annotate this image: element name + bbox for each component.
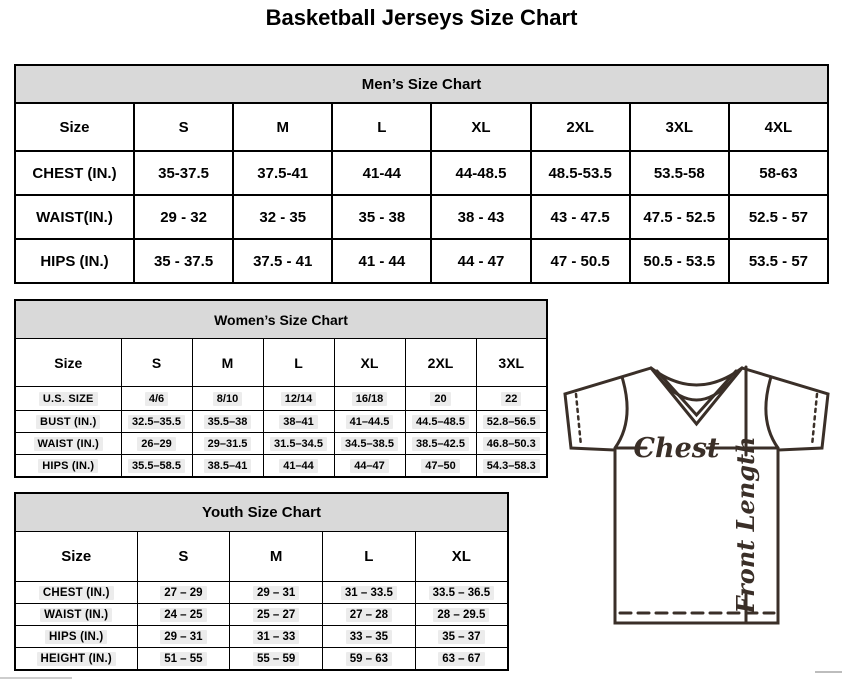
right-sleeve-dashed-line: [812, 394, 817, 446]
table-cell: 26–29: [121, 433, 192, 455]
row-label: HIPS (IN.): [15, 239, 134, 283]
header-row: [15, 103, 828, 151]
table-cell: 38 - 43: [431, 195, 530, 239]
table-cell: 44-48.5: [431, 151, 530, 195]
table-cell: 63 – 67: [415, 648, 508, 671]
header-row: [15, 532, 508, 582]
table-cell: 53.5 - 57: [729, 239, 828, 283]
row-label: HIPS (IN.): [15, 626, 137, 648]
right-armhole-seam: [766, 377, 778, 448]
womens-chart-title: Women’s Size Chart: [15, 300, 547, 339]
table-row: [15, 195, 828, 239]
table-cell: 25 – 27: [230, 604, 323, 626]
table-cell: 46.8–50.3: [476, 433, 547, 455]
column-header: L: [332, 103, 431, 151]
column-header: 3XL: [630, 103, 729, 151]
jersey-measurement-diagram: [556, 360, 843, 663]
table-cell: 24 – 25: [137, 604, 230, 626]
table-row: [15, 648, 508, 671]
column-header: S: [121, 339, 192, 387]
table-cell: 58-63: [729, 151, 828, 195]
table-cell: 51 – 55: [137, 648, 230, 671]
table-cell: 59 – 63: [323, 648, 416, 671]
row-label: BUST (IN.): [15, 411, 121, 433]
left-sleeve-dashed-line: [576, 394, 581, 446]
table-cell: 53.5-58: [630, 151, 729, 195]
column-header: L: [323, 532, 416, 582]
page-title: Basketball Jerseys Size Chart: [265, 5, 578, 30]
table-cell: 47–50: [405, 455, 476, 478]
table-cell: 38.5–41: [192, 455, 263, 478]
column-header: L: [263, 339, 334, 387]
row-label: WAIST (IN.): [15, 604, 137, 626]
mens-chart-title: Men’s Size Chart: [15, 65, 828, 103]
table-cell: 34.5–38.5: [334, 433, 405, 455]
table-cell: 43 - 47.5: [531, 195, 630, 239]
table-cell: 44–47: [334, 455, 405, 478]
table-cell: 35 – 37: [415, 626, 508, 648]
table-cell: 29 - 32: [134, 195, 233, 239]
front-length-label: Front Length: [731, 436, 760, 614]
column-header: Size: [15, 339, 121, 387]
table-cell: 29–31.5: [192, 433, 263, 455]
table-cell: 37.5-41: [233, 151, 332, 195]
table-cell: 28 – 29.5: [415, 604, 508, 626]
table-cell: 22: [476, 387, 547, 411]
row-label: WAIST(IN.): [15, 195, 134, 239]
mens-size-chart-table: [14, 64, 829, 284]
table-cell: 37.5 - 41: [233, 239, 332, 283]
column-header: Size: [15, 103, 134, 151]
table-cell: 29 – 31: [137, 626, 230, 648]
table-cell: 54.3–58.3: [476, 455, 547, 478]
table-cell: 35-37.5: [134, 151, 233, 195]
table-title-row: [15, 65, 828, 103]
table-cell: 41–44.5: [334, 411, 405, 433]
youth-chart-title: Youth Size Chart: [15, 493, 508, 532]
horizontal-scrollbar-fragment-right[interactable]: [815, 671, 842, 673]
table-row: [15, 151, 828, 195]
column-header: M: [192, 339, 263, 387]
table-row: [15, 455, 547, 478]
table-cell: 31.5–34.5: [263, 433, 334, 455]
row-label: HIPS (IN.): [15, 455, 121, 478]
table-row: [15, 433, 547, 455]
table-cell: 35 - 37.5: [134, 239, 233, 283]
table-cell: 20: [405, 387, 476, 411]
table-row: [15, 387, 547, 411]
table-cell: 27 – 28: [323, 604, 416, 626]
row-label: WAIST (IN.): [15, 433, 121, 455]
youth-size-chart-table: [14, 492, 509, 671]
table-cell: 8/10: [192, 387, 263, 411]
column-header: 2XL: [531, 103, 630, 151]
table-cell: 4/6: [121, 387, 192, 411]
table-cell: 35.5–58.5: [121, 455, 192, 478]
table-cell: 41-44: [332, 151, 431, 195]
column-header: M: [233, 103, 332, 151]
column-header: 4XL: [729, 103, 828, 151]
table-cell: 32.5–35.5: [121, 411, 192, 433]
row-label: U.S. SIZE: [15, 387, 121, 411]
table-title-row: [15, 300, 547, 339]
jersey-outline: [565, 368, 828, 623]
table-cell: 48.5-53.5: [531, 151, 630, 195]
table-row: [15, 239, 828, 283]
column-header: M: [230, 532, 323, 582]
column-header: XL: [431, 103, 530, 151]
column-header: XL: [415, 532, 508, 582]
table-cell: 55 – 59: [230, 648, 323, 671]
table-row: [15, 626, 508, 648]
row-label: CHEST (IN.): [15, 582, 137, 604]
table-cell: 33 – 35: [323, 626, 416, 648]
table-cell: 47.5 - 52.5: [630, 195, 729, 239]
table-cell: 29 – 31: [230, 582, 323, 604]
table-row: [15, 411, 547, 433]
table-cell: 41 - 44: [332, 239, 431, 283]
table-cell: 38.5–42.5: [405, 433, 476, 455]
table-row: [15, 604, 508, 626]
column-header: Size: [15, 532, 137, 582]
womens-size-chart-table: [14, 299, 548, 478]
header-row: [15, 339, 547, 387]
table-cell: 50.5 - 53.5: [630, 239, 729, 283]
left-armhole-seam: [615, 377, 627, 448]
column-header: 2XL: [405, 339, 476, 387]
table-row: [15, 582, 508, 604]
column-header: 3XL: [476, 339, 547, 387]
table-cell: 27 – 29: [137, 582, 230, 604]
row-label: CHEST (IN.): [15, 151, 134, 195]
column-header: S: [134, 103, 233, 151]
chest-label: Chest: [633, 433, 720, 464]
table-title-row: [15, 493, 508, 532]
table-cell: 12/14: [263, 387, 334, 411]
table-cell: 31 – 33.5: [323, 582, 416, 604]
table-cell: 32 - 35: [233, 195, 332, 239]
column-header: S: [137, 532, 230, 582]
table-cell: 35 - 38: [332, 195, 431, 239]
table-cell: 41–44: [263, 455, 334, 478]
table-cell: 47 - 50.5: [531, 239, 630, 283]
table-cell: 35.5–38: [192, 411, 263, 433]
table-cell: 44.5–48.5: [405, 411, 476, 433]
table-cell: 52.5 - 57: [729, 195, 828, 239]
column-header: XL: [334, 339, 405, 387]
table-cell: 52.8–56.5: [476, 411, 547, 433]
table-cell: 38–41: [263, 411, 334, 433]
row-label: HEIGHT (IN.): [15, 648, 137, 671]
table-cell: 16/18: [334, 387, 405, 411]
table-cell: 31 – 33: [230, 626, 323, 648]
table-cell: 44 - 47: [431, 239, 530, 283]
table-cell: 33.5 – 36.5: [415, 582, 508, 604]
